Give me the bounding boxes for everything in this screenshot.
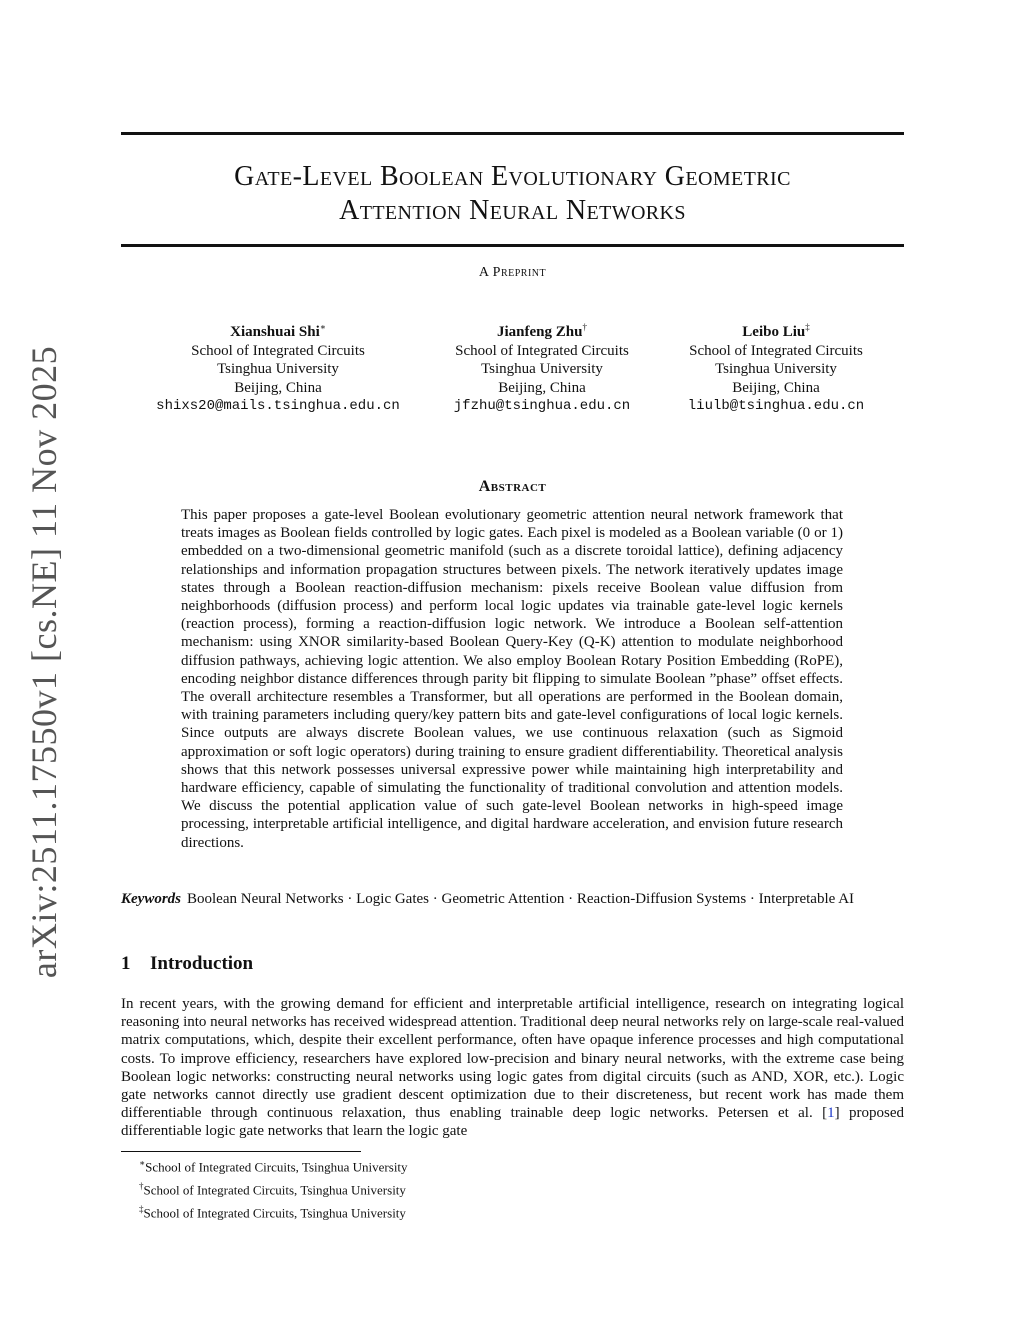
footnote [139, 1200, 408, 1223]
footnote-mark: ‡ [139, 1203, 144, 1214]
footnotes [139, 1154, 408, 1222]
author-affiliation: School of Integrated Circuits [191, 342, 365, 359]
section-title: Introduction [150, 953, 254, 974]
footnote-mark: † [139, 1180, 144, 1191]
author-location: Beijing, China [732, 379, 820, 396]
author-footnote-mark: ‡ [805, 322, 810, 332]
author-footnote-mark: ∗ [319, 322, 326, 332]
author-email[interactable]: shixs20@mails.tsinghua.edu.cn [156, 398, 400, 414]
author-university: Tsinghua University [481, 361, 603, 377]
footnote [139, 1177, 408, 1200]
author-name: Jianfeng Zhu† [497, 322, 587, 340]
footnote-mark: ∗ [139, 1158, 146, 1168]
section-heading [121, 953, 253, 975]
arxiv-sidebar-stamp: arXiv:2511.17550v1 [cs.NE] 11 Nov 2025 [24, 345, 64, 979]
author-university: Tsinghua University [715, 361, 837, 377]
footnote-text: School of Integrated Circuits, Tsinghua University [143, 1182, 406, 1198]
footnote-text: School of Integrated Circuits, Tsinghua University [143, 1204, 406, 1220]
author-location: Beijing, China [498, 379, 586, 396]
author-footnote-mark: † [582, 322, 587, 332]
author-name: Leibo Liu‡ [742, 322, 810, 340]
author-affiliation: School of Integrated Circuits [455, 342, 629, 359]
footnote [139, 1154, 408, 1177]
keywords-text: Boolean Neural Networks · Logic Gates · Geometric Attention · Reaction-Diffusion Systems · Interpretable AI [187, 891, 855, 907]
footnote-text: School of Integrated Circuits, Tsinghua University [145, 1159, 408, 1175]
abstract-heading: Abstract [478, 478, 547, 495]
author-affiliation: School of Integrated Circuits [689, 342, 863, 359]
title-line-2: Attention Neural Networks [339, 195, 686, 226]
footnote-rule [121, 1151, 361, 1152]
author-email[interactable]: liulb@tsinghua.edu.cn [687, 398, 865, 414]
author-block [412, 318, 672, 416]
citation-link[interactable]: 1 [827, 1105, 835, 1122]
keywords-label: Keywords [121, 891, 181, 907]
section-number: 1 [121, 953, 131, 974]
title-line-1: Gate-Level Boolean Evolutionary Geometric [234, 161, 791, 192]
author-email[interactable]: jfzhu@tsinghua.edu.cn [453, 398, 631, 414]
author-block [646, 318, 906, 416]
title-top-rule [121, 132, 904, 135]
author-location: Beijing, China [234, 379, 322, 396]
author-name: Xianshuai Shi∗ [230, 322, 326, 340]
author-block [148, 318, 408, 416]
preprint-label: A Preprint [478, 265, 547, 280]
author-university: Tsinghua University [217, 361, 339, 377]
intro-text-continued: ] proposed differentiable logic gate networks that learn the logic gate [121, 1105, 904, 1140]
intro-text: In recent years, with the growing demand for efficient and interpretable artificial intelligence, research on integrating logical reasoning into neural networks has received widespread attention. Traditional deep neural networks rely on large-scale real-valued matrix computations, which, despite their excellent performance, often have opaque inference processes and high computational costs. To improve efficiency, researchers have explored low-precision and binary neural networks, with the extreme case being Boolean logic networks: constructing neural networks using logic gates from digital circuits (such as AND, XOR, etc.). Logic gate networks cannot directly use gradient descent optimization due to their discreteness, but recent work has made them differentiable through continuous relaxation, thus enabling trainable deep logic networks. Petersen et al. [ [121, 996, 904, 1122]
introduction-paragraph [121, 995, 904, 1141]
title-bottom-rule [121, 244, 904, 247]
paper-title [121, 160, 904, 228]
abstract-text: This paper proposes a gate-level Boolean evolutionary geometric attention neural network framework that treats images as Boolean fields controlled by logic gates. Each pixel is modeled as a Boolean variable (0 or 1) embedded on a two-dimensional geometric manifold (such as a discrete toroidal lattice), defining adjacency relationships and information propagation structures between pixels. The network iteratively updates image states through a Boolean reaction-diffusion mechanism: pixels receive Boolean value diffusion from neighborhoods (diffusion process) and perform local logic updates via trainable gate-level logic kernels (reaction process), forming a reaction-diffusion logic network. We introduce a Boolean self-attention mechanism: using XNOR similarity-based Boolean Query-Key (Q-K) attention to modulate neighborhood diffusion pathways, achieving logic attention. We also employ Boolean Rotary Position Embedding (RoPE), encoding neighbor distance differences through parity bit flipping to simulate Boolean ”phase” offset effects. The overall architecture resembles a Transformer, but all operations are performed in the Boolean domain, with training parameters including query/key pattern bits and gate-level configurations of local logic kernels. Since outputs are always discrete Boolean values, we use continuous relaxation (such as Sigmoid approximation or soft logic operators) during training to ensure gradient differentiability. Theoretical analysis shows that this network possesses universal expressive power while maintaining high interpretability and hardware efficiency, capable of simulating the functionality of traditional convolution and attention models. We discuss the potential application value of such gate-level Boolean networks in high-speed image processing, interpretable artificial intelligence, and digital hardware acceleration, and envision future research directions. [181, 507, 843, 851]
keywords-line [121, 890, 904, 909]
